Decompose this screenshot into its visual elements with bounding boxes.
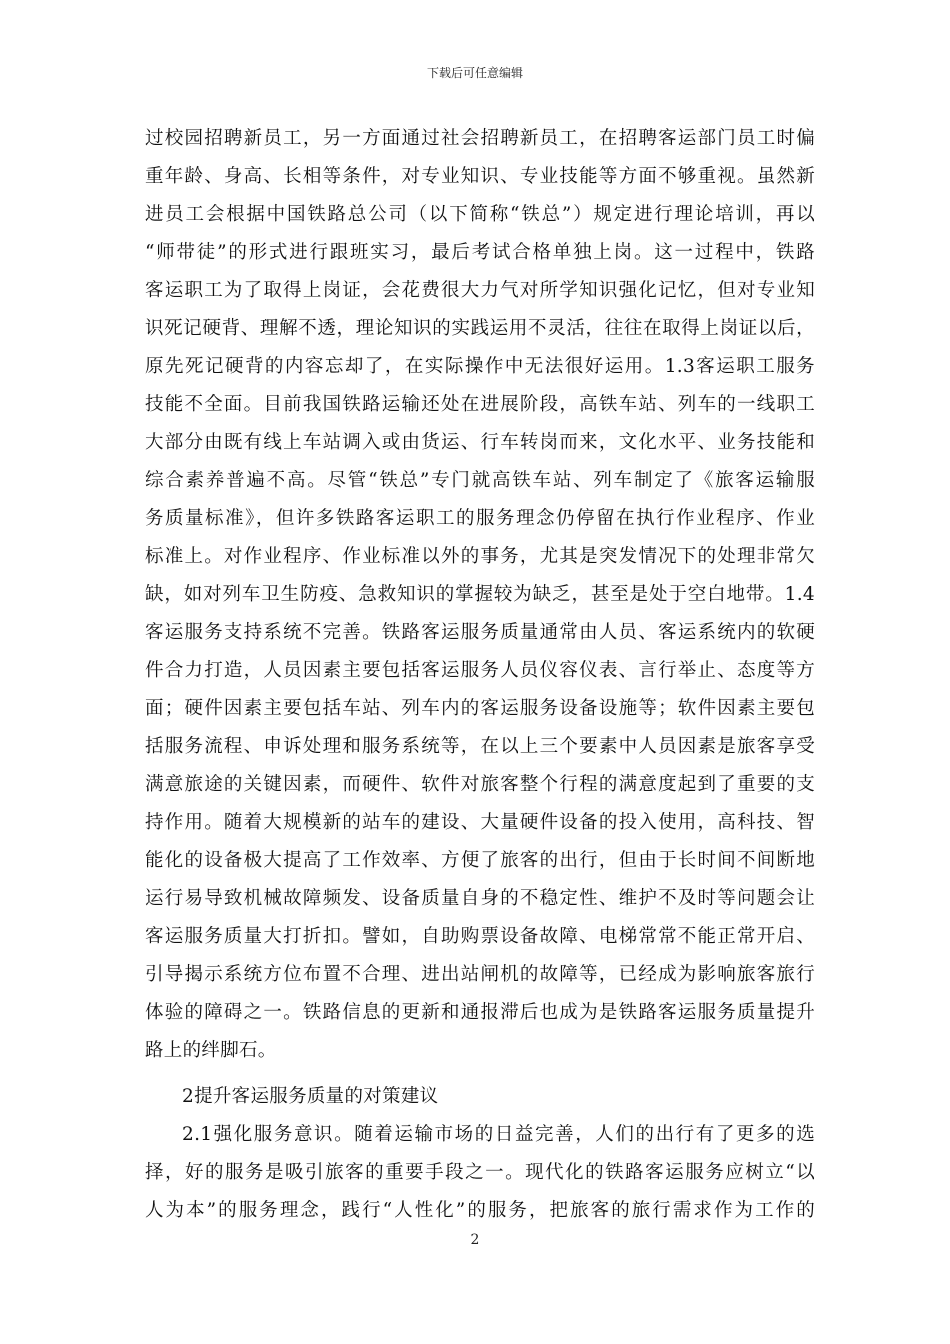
page-header: 下载后可任意编辑 bbox=[426, 66, 523, 80]
text-line: “师带徒”的形式进行跟班实习，最后考试合格单独上岗。这一过程中，铁路 bbox=[145, 242, 815, 263]
text-line: 2.1强化服务意识。随着运输市场的日益完善，人们的出行有了更多的选 bbox=[182, 1124, 815, 1145]
text-line: 客运服务质量大打折扣。譬如，自助购票设备故障、电梯常常不能正常开启、 bbox=[145, 926, 815, 947]
text-line: 运行易导致机械故障频发、设备质量自身的不稳定性、维护不及时等问题会让 bbox=[145, 888, 815, 909]
text-line: 人为本”的服务理念，践行“人性化”的服务，把旅客的旅行需求作为工作的 bbox=[145, 1200, 815, 1221]
text-line: 进员工会根据中国铁路总公司（以下简称“铁总”）规定进行理论培训，再以 bbox=[145, 204, 815, 225]
text-line: 标准上。对作业程序、作业标准以外的事务，尤其是突发情况下的处理非常欠 bbox=[145, 546, 815, 567]
text-line: 客运服务支持系统不完善。铁路客运服务质量通常由人员、客运系统内的软硬 bbox=[145, 622, 815, 643]
text-line: 识死记硬背、理解不透，理论知识的实践运用不灵活，往往在取得上岗证以后， bbox=[145, 318, 815, 339]
paragraph-1 bbox=[145, 120, 815, 1070]
text-line: 重年龄、身高、长相等条件，对专业知识、专业技能等方面不够重视。虽然新 bbox=[145, 166, 815, 187]
body-text bbox=[145, 120, 815, 1230]
section-heading: 2提升客运服务质量的对策建议 bbox=[182, 1086, 439, 1107]
text-line: 技能不全面。目前我国铁路运输还处在进展阶段，高铁车站、列车的一线职工 bbox=[145, 394, 815, 415]
text-line: 持作用。随着大规模新的站车的建设、大量硬件设备的投入使用，高科技、智 bbox=[145, 812, 815, 833]
text-line: 大部分由既有线上车站调入或由货运、行车转岗而来，文化水平、业务技能和 bbox=[145, 432, 815, 453]
text-line: 综合素养普遍不高。尽管“铁总”专门就高铁车站、列车制定了《旅客运输服 bbox=[145, 470, 815, 491]
text-line: 过校园招聘新员工，另一方面通过社会招聘新员工，在招聘客运部门员工时偏 bbox=[145, 128, 815, 149]
text-line: 括服务流程、申诉处理和服务系统等，在以上三个要素中人员因素是旅客享受 bbox=[145, 736, 815, 757]
text-line: 件合力打造，人员因素主要包括客运服务人员仪容仪表、言行举止、态度等方 bbox=[145, 660, 815, 681]
text-line: 务质量标准》，但许多铁路客运职工的服务理念仍停留在执行作业程序、作业 bbox=[145, 508, 815, 529]
text-line: 路上的绊脚石。 bbox=[145, 1040, 277, 1061]
text-line: 满意旅途的关键因素，而硬件、软件对旅客整个行程的满意度起到了重要的支 bbox=[145, 774, 815, 795]
text-line: 缺，如对列车卫生防疫、急救知识的掌握较为缺乏，甚至是处于空白地带。1.4 bbox=[145, 584, 815, 605]
text-line: 体验的障碍之一。铁路信息的更新和通报滞后也成为是铁路客运服务质量提升 bbox=[145, 1002, 815, 1023]
page-number: 2 bbox=[470, 1232, 480, 1248]
text-line: 原先死记硬背的内容忘却了，在实际操作中无法很好运用。1.3客运职工服务 bbox=[145, 356, 815, 377]
text-line: 客运职工为了取得上岗证，会花费很大力气对所学知识强化记忆，但对专业知 bbox=[145, 280, 815, 301]
text-line: 引导揭示系统方位布置不合理、进出站闸机的故障等，已经成为影响旅客旅行 bbox=[145, 964, 815, 985]
text-line: 择，好的服务是吸引旅客的重要手段之一。现代化的铁路客运服务应树立“以 bbox=[145, 1162, 815, 1183]
text-line: 面；硬件因素主要包括车站、列车内的客运服务设备设施等；软件因素主要包 bbox=[145, 698, 815, 719]
paragraph-2 bbox=[145, 1116, 815, 1230]
text-line: 能化的设备极大提高了工作效率、方便了旅客的出行，但由于长时间不间断地 bbox=[145, 850, 815, 871]
